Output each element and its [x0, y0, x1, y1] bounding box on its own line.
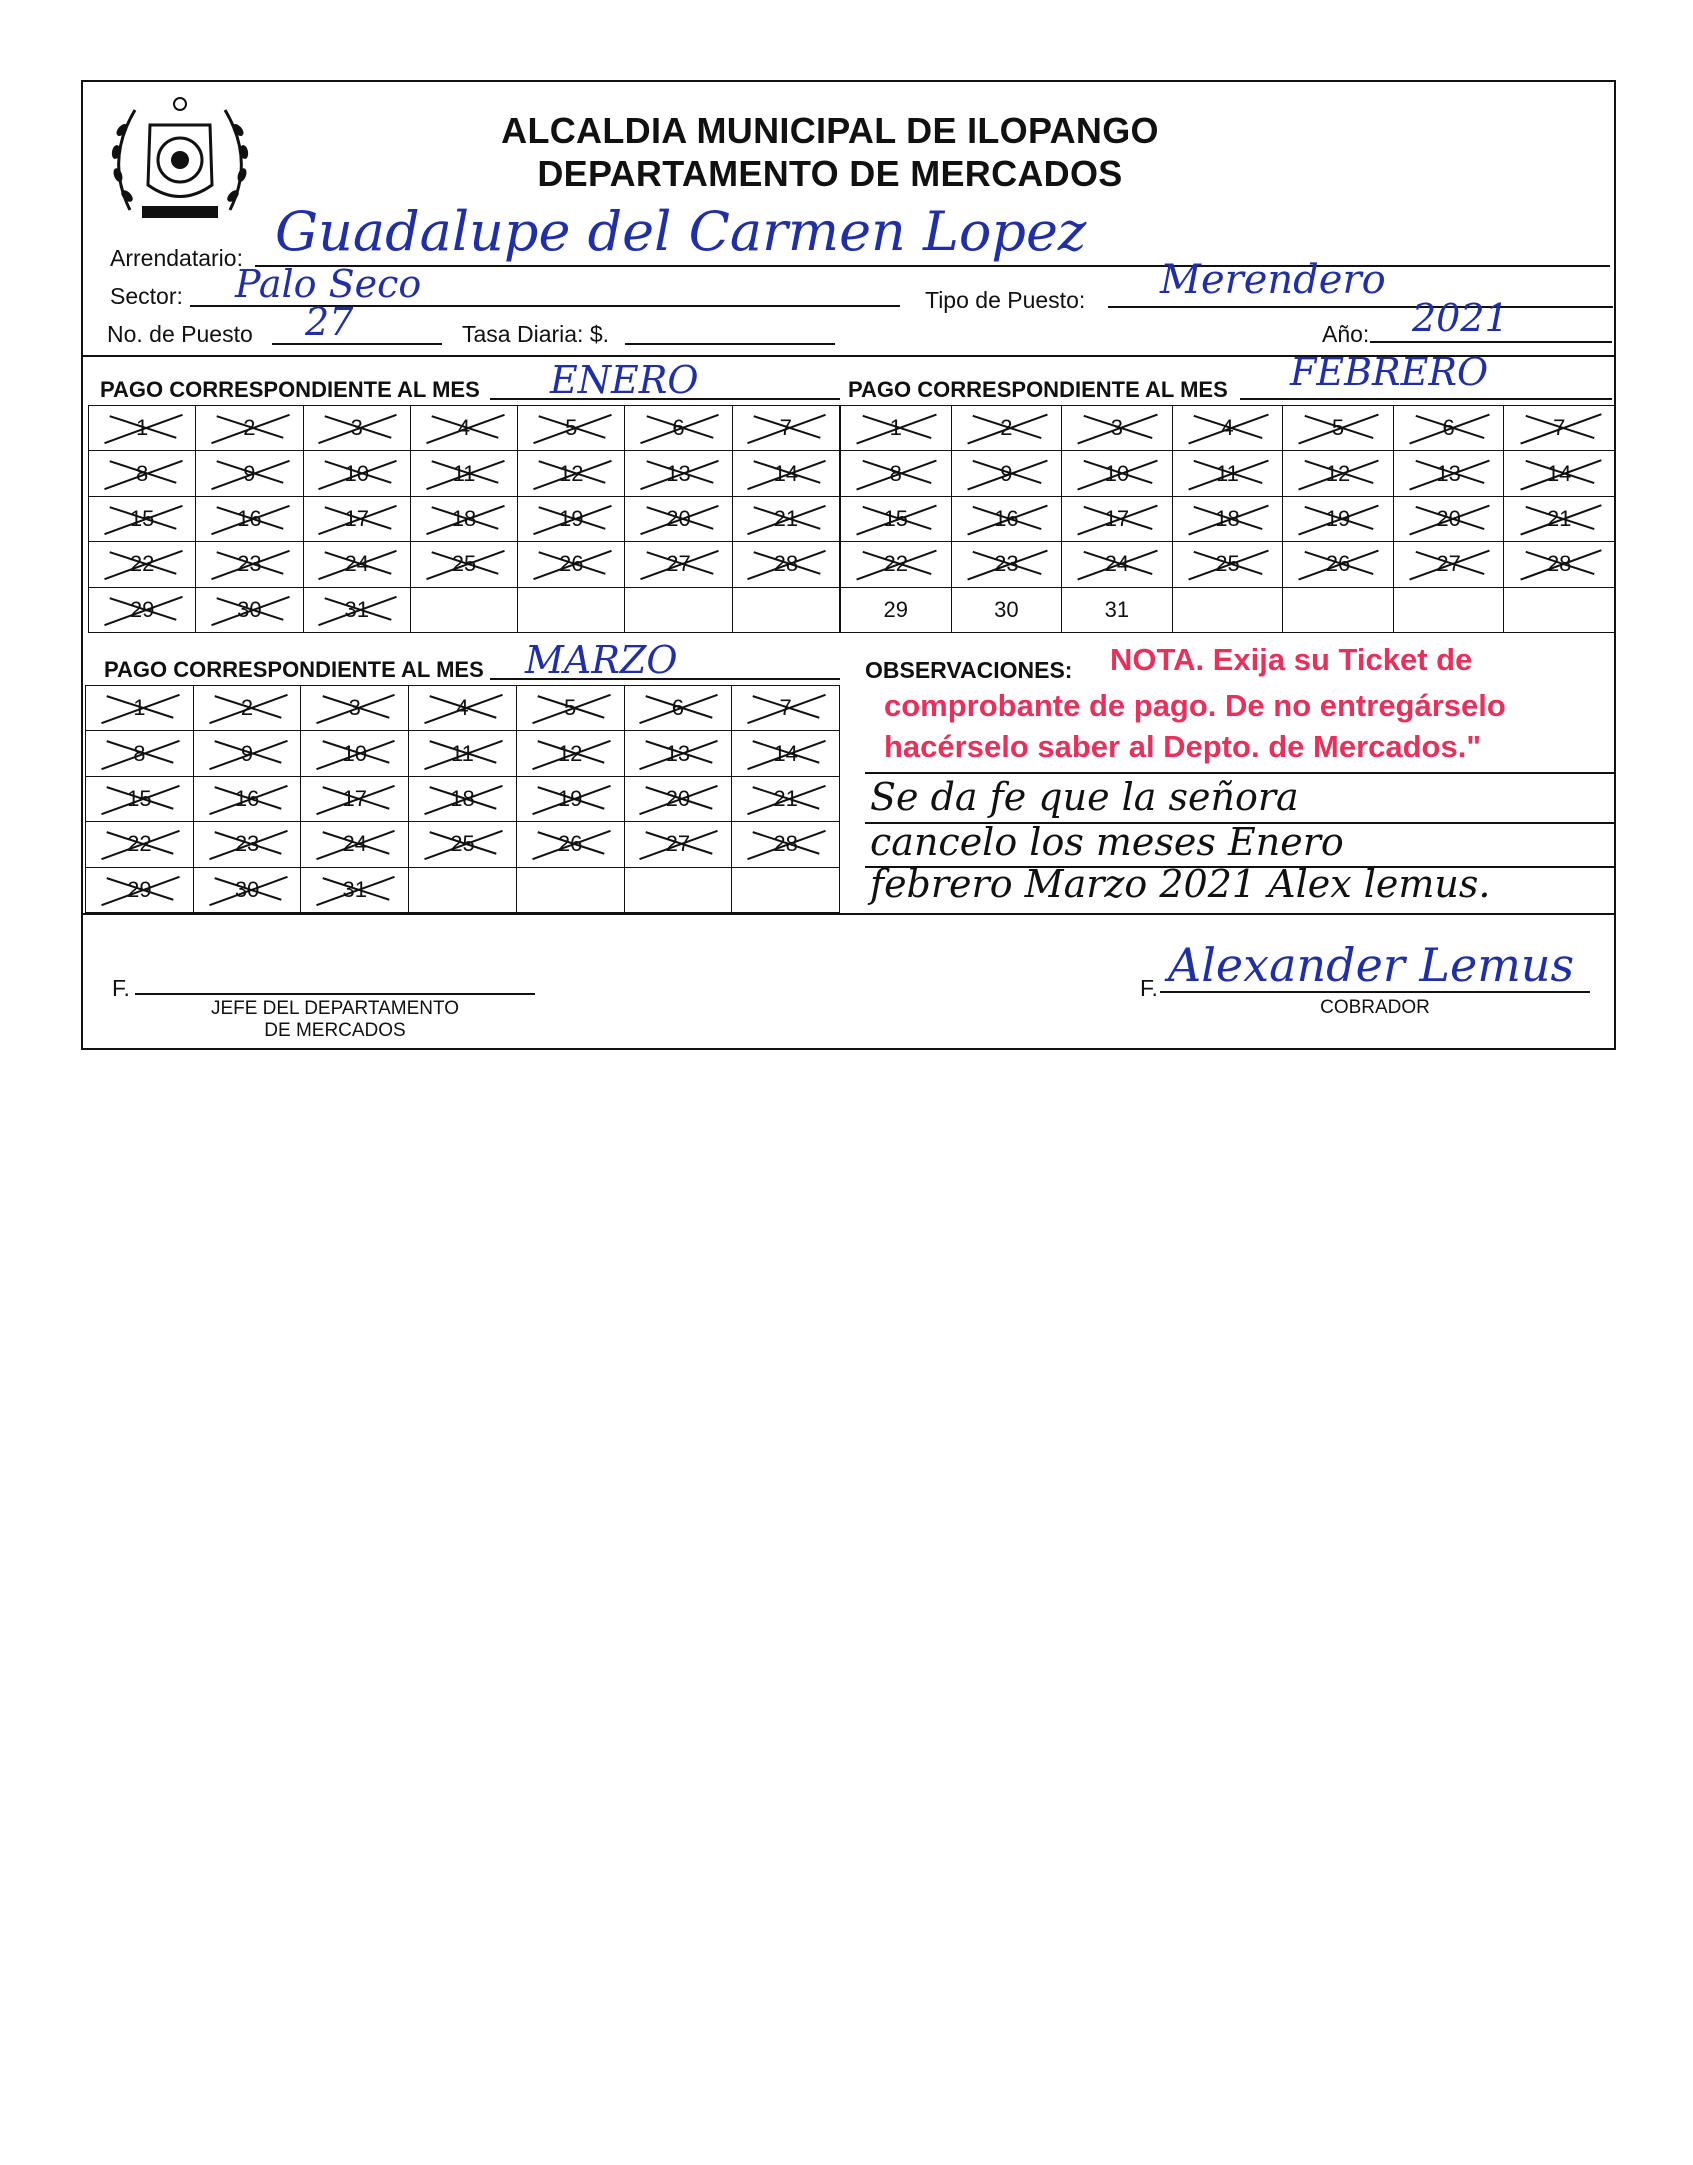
left-signature-caption: JEFE DEL DEPARTAMENTO DE MERCADOS	[210, 998, 460, 1041]
day-number: 7	[1553, 415, 1566, 441]
day-number: 15	[883, 505, 909, 531]
day-number: 4	[457, 415, 471, 441]
day-number: 5	[564, 695, 577, 721]
day-cell	[1393, 542, 1504, 587]
day-cell	[1504, 496, 1615, 541]
day-cell	[409, 731, 517, 776]
sector-line	[190, 305, 900, 307]
empty-cell	[732, 867, 840, 912]
febrero-line	[1240, 398, 1612, 400]
day-cell	[732, 496, 839, 541]
day-cell	[732, 731, 840, 776]
empty-cell	[1504, 587, 1615, 632]
day-number: 18	[1215, 505, 1240, 531]
day-number: 6	[671, 695, 684, 721]
tipo-puesto-line	[1108, 306, 1613, 308]
day-cell	[1062, 451, 1173, 496]
day-number: 1	[889, 415, 902, 441]
day-number: 15	[127, 785, 152, 811]
marzo-line	[490, 678, 840, 680]
day-cell	[1062, 587, 1173, 632]
day-cell	[193, 867, 301, 912]
day-number: 28	[773, 551, 799, 577]
day-number: 24	[344, 551, 369, 577]
day-cell	[625, 406, 732, 451]
day-cell	[1062, 406, 1173, 451]
signature-divider	[81, 913, 1616, 915]
day-cell	[518, 406, 625, 451]
day-number: 11	[1216, 460, 1239, 486]
day-cell	[951, 496, 1062, 541]
day-cell	[1393, 496, 1504, 541]
day-number: 12	[1325, 460, 1351, 486]
day-number: 6	[1442, 415, 1455, 441]
day-cell	[301, 867, 409, 912]
day-number: 21	[773, 505, 799, 531]
day-number: 2	[243, 415, 256, 441]
day-cell	[410, 496, 517, 541]
day-number: 31	[1104, 596, 1130, 622]
day-cell	[1504, 542, 1615, 587]
day-cell	[1504, 451, 1615, 496]
day-number: 28	[773, 831, 798, 857]
day-number: 29	[127, 876, 152, 902]
day-number: 18	[451, 505, 477, 531]
day-cell	[301, 776, 409, 821]
day-cell	[1062, 496, 1173, 541]
day-cell	[196, 587, 303, 632]
day-number: 20	[665, 785, 691, 811]
day-cell	[410, 451, 517, 496]
day-cell	[1393, 451, 1504, 496]
day-cell	[193, 776, 301, 821]
day-cell	[303, 406, 410, 451]
obs-hand-line-3: febrero Marzo 2021 Alex lemus.	[870, 862, 1491, 906]
day-cell	[303, 496, 410, 541]
empty-cell	[732, 587, 839, 632]
day-number: 19	[559, 505, 584, 531]
marzo-header: PAGO CORRESPONDIENTE AL MES	[104, 657, 484, 682]
day-number: 9	[243, 460, 256, 486]
day-number: 22	[129, 551, 155, 577]
day-cell	[1504, 406, 1615, 451]
nota-line-2: comprobante de pago. De no entregárselo	[884, 688, 1506, 723]
day-number: 7	[779, 415, 792, 441]
right-signature-caption: COBRADOR	[1320, 997, 1430, 1018]
day-number: 14	[1546, 460, 1572, 486]
day-number: 3	[350, 415, 363, 441]
day-number: 13	[1436, 460, 1461, 486]
day-cell	[516, 686, 624, 731]
day-cell	[196, 451, 303, 496]
day-number: 4	[456, 695, 469, 721]
nota-line-1: NOTA. Exija su Ticket de	[1110, 642, 1473, 677]
day-number: 30	[237, 596, 262, 622]
day-cell	[516, 776, 624, 821]
day-number: 9	[1000, 460, 1013, 486]
day-number: 15	[129, 505, 155, 531]
day-cell	[951, 406, 1062, 451]
day-cell	[518, 451, 625, 496]
enero-header: PAGO CORRESPONDIENTE AL MES	[100, 377, 480, 402]
day-cell	[86, 686, 194, 731]
tasa-label: Tasa Diaria: $.	[462, 321, 610, 347]
day-number: 18	[450, 785, 475, 811]
day-number: 17	[1104, 505, 1130, 531]
day-cell	[841, 542, 952, 587]
day-number: 23	[234, 831, 260, 857]
day-cell	[732, 686, 840, 731]
day-cell	[1172, 451, 1283, 496]
tipo-puesto-value: Merendero	[1160, 257, 1386, 303]
day-cell	[841, 587, 952, 632]
empty-cell	[518, 587, 625, 632]
day-number: 3	[1110, 415, 1124, 441]
day-cell	[196, 496, 303, 541]
day-number: 29	[883, 596, 909, 622]
day-cell	[193, 731, 301, 776]
anio-label: Año:	[1322, 321, 1370, 347]
empty-cell	[624, 867, 732, 912]
tipo-puesto-label: Tipo de Puesto:	[925, 287, 1086, 313]
day-number: 24	[342, 831, 367, 857]
day-number: 22	[883, 551, 909, 577]
sector-value: Palo Seco	[235, 262, 422, 306]
day-number: 1	[136, 415, 149, 441]
day-number: 27	[1436, 551, 1461, 577]
day-cell	[89, 496, 196, 541]
empty-cell	[1393, 587, 1504, 632]
arrendatario-label: Arrendatario:	[110, 245, 243, 271]
day-cell	[89, 451, 196, 496]
day-cell	[732, 822, 840, 867]
day-number: 10	[342, 740, 367, 766]
day-cell	[951, 451, 1062, 496]
day-number: 2	[1000, 415, 1013, 441]
day-number: 27	[666, 551, 691, 577]
tasa-line	[625, 343, 835, 345]
day-number: 23	[237, 551, 262, 577]
febrero-day-grid	[840, 405, 1615, 633]
day-cell	[301, 686, 409, 731]
left-signature-line	[135, 993, 535, 995]
right-signature-prefix: F.	[1140, 975, 1158, 1001]
day-cell	[89, 542, 196, 587]
day-cell	[1283, 451, 1394, 496]
day-number: 14	[773, 740, 798, 766]
day-number: 16	[994, 505, 1019, 531]
anio-value: 2021	[1412, 296, 1509, 340]
empty-cell	[410, 587, 517, 632]
day-number: 29	[129, 596, 155, 622]
empty-cell	[1283, 587, 1394, 632]
day-cell	[303, 451, 410, 496]
day-cell	[410, 542, 517, 587]
day-cell	[516, 731, 624, 776]
marzo-day-grid	[85, 685, 840, 913]
day-cell	[841, 496, 952, 541]
day-cell	[89, 587, 196, 632]
day-number: 6	[672, 415, 685, 441]
day-cell	[624, 822, 732, 867]
day-number: 2	[240, 695, 254, 721]
day-cell	[624, 731, 732, 776]
day-cell	[196, 406, 303, 451]
day-cell	[624, 776, 732, 821]
page-subtitle: DEPARTAMENTO DE MERCADOS	[537, 153, 1123, 194]
day-cell	[1172, 542, 1283, 587]
day-cell	[196, 542, 303, 587]
day-number: 7	[779, 695, 792, 721]
day-number: 25	[1215, 551, 1240, 577]
obs-hand-line-1: Se da fe que la señora	[870, 775, 1299, 819]
day-cell	[1062, 542, 1173, 587]
day-number: 3	[348, 695, 361, 721]
day-cell	[303, 542, 410, 587]
day-number: 25	[450, 831, 475, 857]
day-number: 17	[342, 785, 367, 811]
day-cell	[951, 542, 1062, 587]
day-number: 5	[565, 415, 578, 441]
arrendatario-line	[255, 265, 1610, 267]
cobrador-signature: Alexander Lemus	[1168, 938, 1575, 992]
day-number: 8	[133, 740, 146, 766]
day-cell	[1283, 496, 1394, 541]
day-cell	[409, 686, 517, 731]
day-cell	[193, 822, 301, 867]
obs-hand-line-2: cancelo los meses Enero	[870, 820, 1344, 864]
day-cell	[841, 406, 952, 451]
day-number: 12	[557, 740, 583, 766]
day-number: 21	[1546, 505, 1572, 531]
day-cell	[625, 496, 732, 541]
febrero-month-name: FEBRERO	[1290, 350, 1489, 394]
day-number: 25	[451, 551, 477, 577]
day-number: 8	[889, 460, 902, 486]
day-cell	[409, 776, 517, 821]
day-number: 31	[342, 876, 367, 902]
enero-month-name: ENERO	[550, 358, 699, 402]
day-number: 23	[994, 551, 1019, 577]
day-cell	[732, 542, 839, 587]
enero-line	[490, 398, 840, 400]
day-number: 8	[136, 460, 149, 486]
day-number: 17	[344, 505, 369, 531]
empty-cell	[516, 867, 624, 912]
day-cell	[301, 731, 409, 776]
day-cell	[625, 451, 732, 496]
nota-line-3: hacérselo saber al Depto. de Mercados."	[884, 729, 1482, 764]
day-number: 10	[1104, 460, 1130, 486]
day-number: 26	[557, 831, 583, 857]
observaciones-label: OBSERVACIONES:	[865, 657, 1073, 683]
day-number: 13	[666, 460, 691, 486]
day-cell	[841, 451, 952, 496]
day-number: 28	[1546, 551, 1572, 577]
day-number: 4	[1221, 415, 1234, 441]
day-number: 27	[665, 831, 691, 857]
day-cell	[193, 686, 301, 731]
day-number: 10	[344, 460, 369, 486]
day-number: 20	[666, 505, 691, 531]
day-cell	[624, 686, 732, 731]
day-cell	[1283, 406, 1394, 451]
day-cell	[86, 731, 194, 776]
day-cell	[518, 542, 625, 587]
day-cell	[518, 496, 625, 541]
arrendatario-value: Guadalupe del Carmen Lopez	[275, 200, 1087, 263]
left-signature-prefix: F.	[112, 975, 130, 1001]
puesto-label: No. de Puesto	[107, 321, 253, 347]
day-cell	[86, 776, 194, 821]
anio-line	[1370, 341, 1612, 343]
day-number: 30	[234, 876, 260, 902]
day-number: 20	[1436, 505, 1461, 531]
day-number: 14	[773, 460, 799, 486]
day-number: 9	[240, 740, 254, 766]
day-cell	[86, 867, 194, 912]
day-number: 16	[234, 785, 260, 811]
puesto-value: 27	[305, 300, 354, 344]
day-number: 19	[557, 785, 583, 811]
enero-day-grid	[88, 405, 840, 633]
obs-line-1	[865, 772, 1615, 774]
day-cell	[732, 451, 839, 496]
day-cell	[1172, 496, 1283, 541]
day-number: 22	[127, 831, 152, 857]
day-cell	[732, 776, 840, 821]
day-cell	[1393, 406, 1504, 451]
day-cell	[89, 406, 196, 451]
day-number: 31	[344, 596, 369, 622]
day-cell	[732, 406, 839, 451]
marzo-month-name: MARZO	[525, 638, 678, 682]
day-number: 13	[665, 740, 691, 766]
day-number: 11	[451, 740, 474, 766]
day-number: 1	[133, 695, 146, 721]
empty-cell	[409, 867, 517, 912]
day-cell	[1283, 542, 1394, 587]
day-number: 26	[559, 551, 584, 577]
day-cell	[410, 406, 517, 451]
right-signature-line	[1160, 991, 1590, 993]
day-cell	[301, 822, 409, 867]
day-number: 12	[559, 460, 584, 486]
day-cell	[1172, 406, 1283, 451]
febrero-header: PAGO CORRESPONDIENTE AL MES	[848, 377, 1228, 402]
day-number: 30	[994, 596, 1019, 622]
day-cell	[86, 822, 194, 867]
empty-cell	[1172, 587, 1283, 632]
day-cell	[303, 587, 410, 632]
puesto-line	[272, 343, 442, 345]
sector-label: Sector:	[110, 283, 183, 309]
day-number: 26	[1325, 551, 1351, 577]
day-number: 19	[1325, 505, 1351, 531]
municipal-seal-icon	[100, 90, 260, 225]
day-cell	[409, 822, 517, 867]
day-number: 24	[1104, 551, 1130, 577]
day-cell	[625, 542, 732, 587]
day-cell	[516, 822, 624, 867]
page-title: ALCALDIA MUNICIPAL DE ILOPANGO	[501, 110, 1159, 151]
day-number: 21	[773, 785, 798, 811]
day-number: 5	[1331, 415, 1345, 441]
day-number: 16	[237, 505, 262, 531]
day-cell	[951, 587, 1062, 632]
empty-cell	[625, 587, 732, 632]
day-number: 11	[452, 460, 476, 486]
